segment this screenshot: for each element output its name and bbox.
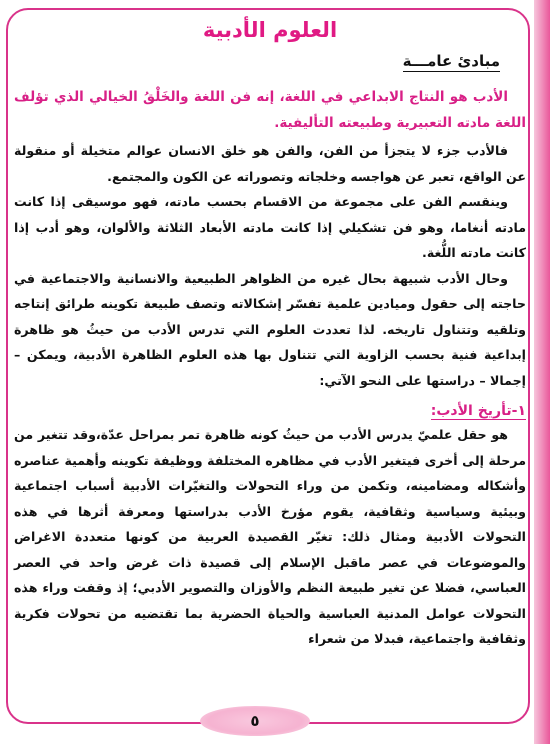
decorative-side-strip	[534, 0, 550, 744]
section-paragraph: هو حقل علميّ يدرس الأدب من حيثُ كونه ظاهرة تمر بمراحل عدّة،وقد تتغير من مرحلة إلى أخرى فيتغير الأدب في مظاهره المختلفة ووظيفة تكوينه وأهمية عناصره وأشكاله ومضامينه، وتكمن من وراء التحولات والتغيّرات الأدبية أسباب اجتماعية وبيئية وسياسية وثقافية، يقوم مؤرخ الأدب بدراستها ومعرفة أثرها في هذه التحولات الأدبية ومثال ذلك: تغيّر القصيدة العربية من كونها متعددة الاغراض والموضوعات في عصر ماقبل الإسلام إلى قصيدة ذات غرض واحد في العصر العباسي، فضلا عن تغير طبيعة النظم والأوزان والتصوير الأدبي؛ إذ وقفت وراء هذه التحولات عوامل المدنية العباسية والحياة الحضرية بما تقتضيه من تحولات فكرية وثقافية واجتماعية، فبدلا من شعراء	[14, 427, 526, 646]
page-subtitle: مبادئ عامـــة	[402, 52, 500, 70]
paragraph: وينقسم الفن على مجموعة من الاقسام بحسب مادته، فهو موسيقى إذا كانت مادته أنغاما، وهو فن تشكيلي إذا كانت مادته الأبعاد الثلاثة والألوان، وهو أدب إذا كانت مادته اللُّغة.	[14, 194, 526, 260]
paragraph: وحال الأدب شبيهة بحال غيره من الظواهر الطبيعية والانسانية والاجتماعية في حاجته إلى حقول وميادين علمية تفسّر إشكالاته وتصف طبيعة تكوينه طرائق إنتاجه وتلقيه وتتناول تاريخه. لذا تعددت العلوم التي تدرس الأدب من حيثُ هو ظاهرة إبداعية فنية بحسب الزاوية التي تتناول بها هذه العلوم الظاهرة الأدبية، ويمكن – إجمالا – دراستها على النحو الآتي:	[14, 270, 526, 388]
page-number-badge	[200, 706, 310, 736]
lead-definition: الأدب هو النتاج الابداعي في اللغة، إنه فن اللغة والخَلْقُ الخيالي الذي تؤلف اللغة مادته التعبيرية وطبيعته التأليفية.	[14, 89, 526, 131]
paragraph: فالأدب جزء لا يتجزأ من الفن، والفن هو خلق الانسان عوالم متخيلة أو منقولة عن الواقع، تعبر عن هواجسه وخلجاته وتصوراته عن الكون والمجتمع.	[14, 143, 526, 184]
page-content	[14, 18, 526, 652]
page-title: العلوم الأدبية	[202, 18, 338, 42]
page-number: ٥	[250, 712, 260, 730]
section-heading: ١-تأريخ الأدب:	[430, 403, 526, 419]
